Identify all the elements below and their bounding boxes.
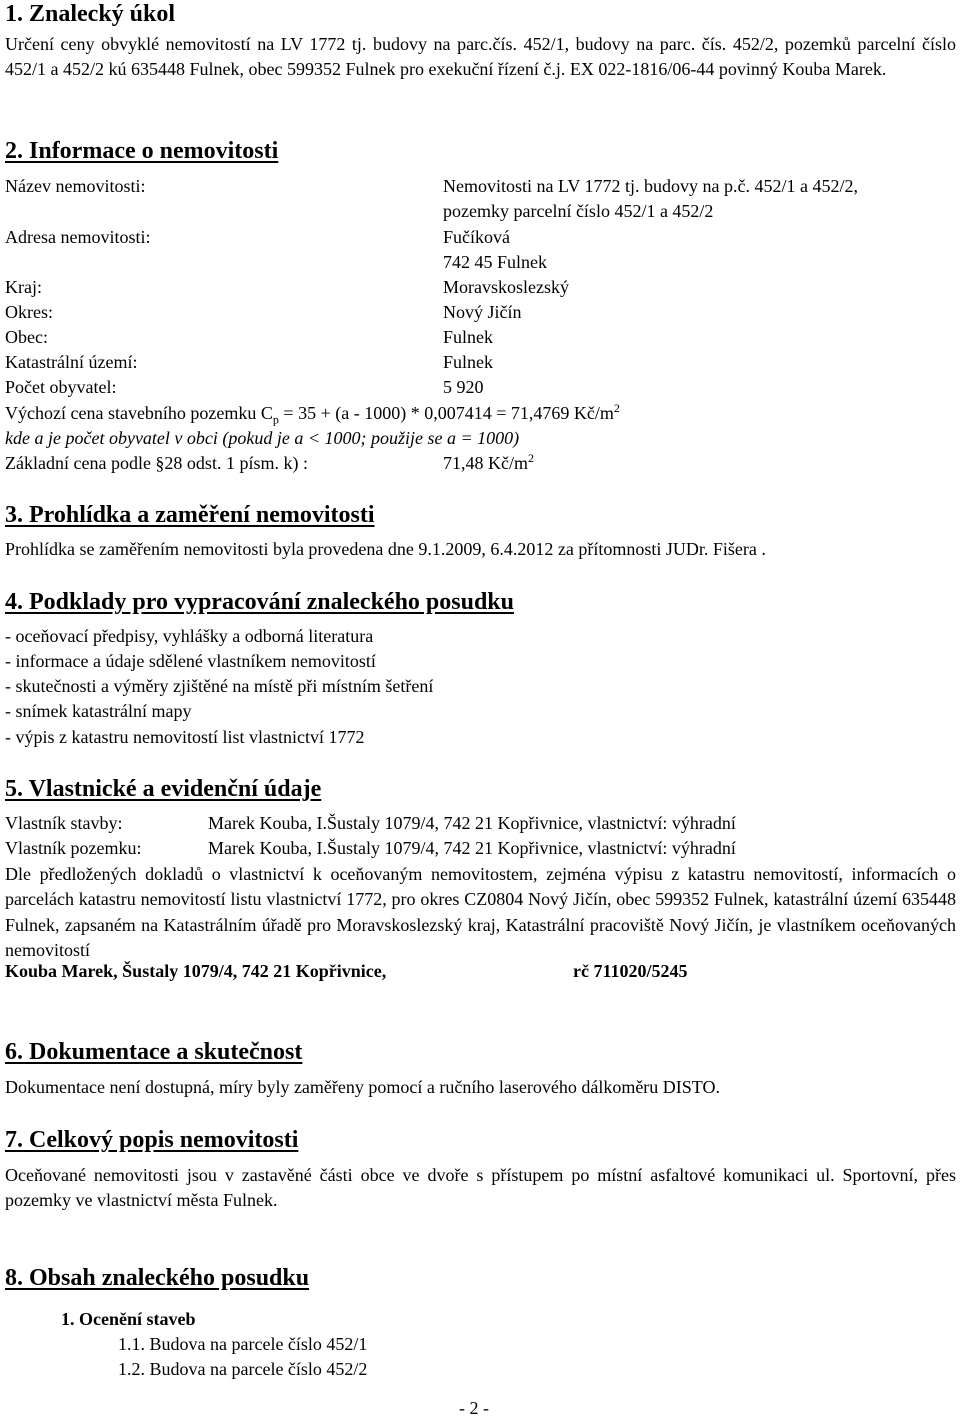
kraj-value: Moravskoslezský bbox=[443, 277, 569, 297]
nazev-value-line2: pozemky parcelní číslo 452/1 a 452/2 bbox=[443, 201, 714, 221]
section-3-text: Prohlídka se zaměřením nemovitosti byla provedena dne 9.1.2009, 6.4.2012 za přítomnosti JUDr. Fišera . bbox=[5, 539, 766, 559]
owner-name: Kouba Marek, Šustaly 1079/4, 742 21 Kopřivnice, bbox=[5, 961, 387, 981]
obsah-item: 1.2. Budova na parcele číslo 452/2 bbox=[118, 1359, 368, 1379]
vychozi-cena-unit-exponent: 2 bbox=[613, 401, 620, 415]
pocet-obyvatel-label: Počet obyvatel: bbox=[5, 377, 117, 397]
kde-note: kde a je počet obyvatel v obci (pokud je a < 1000; použije se a = 1000) bbox=[5, 428, 520, 448]
section-7-text: Oceňované nemovitosti jsou v zastavěné části obce ve dvoře s přístupem po místní asfaltové komunikaci ul. Sportovní, přes pozemky ve vlastnictví města Fulnek. bbox=[5, 1165, 956, 1211]
katastralni-uzemi-label: Katastrální území: bbox=[5, 352, 138, 372]
kraj-label: Kraj: bbox=[5, 277, 42, 297]
okres-label: Okres: bbox=[5, 302, 53, 322]
section-2-heading: 2. Informace o nemovitosti bbox=[5, 138, 279, 164]
section-5-paragraph: Dle předložených dokladů o vlastnictví k oceňovaným nemovitostem, zejména výpisu z katastru nemovitostí, informacích o parcelách katastru nemovitostí listu vlastnictví 1772, pro okres CZ0804 Nový Jičín, obec 599352 Fulnek, katastrální území 635448 Fulnek, zapsaném na Katastrálním úřadě pro Moravskoslezský kraj, Katastrální pracoviště Nový Jičín, je vlastníkem oceňovaných nemovitostí bbox=[5, 864, 956, 960]
vychozi-cena-line bbox=[5, 401, 620, 427]
podklady-item: - informace a údaje sdělené vlastníkem nemovitostí bbox=[5, 651, 376, 671]
vlastnik-stavby-label: Vlastník stavby: bbox=[5, 813, 123, 833]
owner-rc: rč 711020/5245 bbox=[573, 961, 688, 981]
page-number: - 2 - bbox=[459, 1398, 489, 1418]
vlastnik-pozemku-label: Vlastník pozemku: bbox=[5, 838, 142, 858]
obec-label: Obec: bbox=[5, 327, 48, 347]
section-6-text: Dokumentace není dostupná, míry byly zaměřeny pomocí a ručního laserového dálkoměru DISTO. bbox=[5, 1077, 720, 1097]
obec-value: Fulnek bbox=[443, 327, 494, 347]
section-7-heading: 7. Celkový popis nemovitosti bbox=[5, 1127, 299, 1153]
adresa-label: Adresa nemovitosti: bbox=[5, 227, 151, 247]
vlastnik-pozemku-value: Marek Kouba, I.Šustaly 1079/4, 742 21 Kopřivnice, vlastnictví: výhradní bbox=[208, 838, 736, 858]
podklady-item: - skutečnosti a výměry zjištěné na místě při místním šetření bbox=[5, 676, 434, 696]
nazev-label: Název nemovitosti: bbox=[5, 176, 146, 196]
vychozi-cena-subscript: p bbox=[272, 412, 279, 427]
section-4-heading: 4. Podklady pro vypracování znaleckého posudku bbox=[5, 589, 515, 615]
section-5-heading: 5. Vlastnické a evidenční údaje bbox=[5, 776, 322, 802]
vychozi-cena-text: Výchozí cena stavebního pozemku C bbox=[5, 403, 273, 423]
podklady-item: - oceňovací předpisy, vyhlášky a odborná literatura bbox=[5, 626, 374, 646]
obsah-item: 1.1. Budova na parcele číslo 452/1 bbox=[118, 1334, 368, 1354]
zakladni-cena-value bbox=[443, 452, 534, 474]
okres-value: Nový Jičín bbox=[443, 302, 522, 322]
katastralni-uzemi-value: Fulnek bbox=[443, 352, 494, 372]
vychozi-cena-formula: = 35 + (a - 1000) * 0,007414 = 71,4769 Kč/m bbox=[278, 403, 614, 423]
podklady-item: - snímek katastrální mapy bbox=[5, 701, 192, 721]
section-3-heading: 3. Prohlídka a zaměření nemovitosti bbox=[5, 502, 375, 528]
podklady-item: - výpis z katastru nemovitostí list vlastnictví 1772 bbox=[5, 727, 365, 747]
section-1-text: Určení ceny obvyklé nemovitostí na LV 1772 tj. budovy na parc.čís. 452/1, budovy na parc. čís. 452/2, pozemků parcelní číslo 452/1 a 452/2 kú 635448 Fulnek, obec 599352 Fulnek pro exekuční řízení č.j. EX 022-1816/06-44 povinný Kouba Marek. bbox=[5, 34, 956, 80]
pocet-obyvatel-value: 5 920 bbox=[443, 377, 484, 397]
section-1-heading: 1. Znalecký úkol bbox=[5, 1, 176, 27]
adresa-value-line2: 742 45 Fulnek bbox=[443, 252, 548, 272]
oceneni-staveb-heading: 1. Ocenění staveb bbox=[61, 1309, 196, 1329]
section-8-heading: 8. Obsah znaleckého posudku bbox=[5, 1265, 310, 1291]
section-6-heading: 6. Dokumentace a skutečnost bbox=[5, 1039, 303, 1065]
vlastnik-stavby-value: Marek Kouba, I.Šustaly 1079/4, 742 21 Kopřivnice, vlastnictví: výhradní bbox=[208, 813, 736, 833]
zakladni-cena-label: Základní cena podle §28 odst. 1 písm. k) : bbox=[5, 453, 308, 473]
nazev-value-line1: Nemovitosti na LV 1772 tj. budovy na p.č. 452/1 a 452/2, bbox=[443, 176, 858, 196]
adresa-value-line1: Fučíková bbox=[443, 227, 510, 247]
zakladni-cena-unit-exponent: 2 bbox=[528, 451, 534, 465]
zakladni-cena-amount: 71,48 Kč/m bbox=[443, 453, 528, 473]
